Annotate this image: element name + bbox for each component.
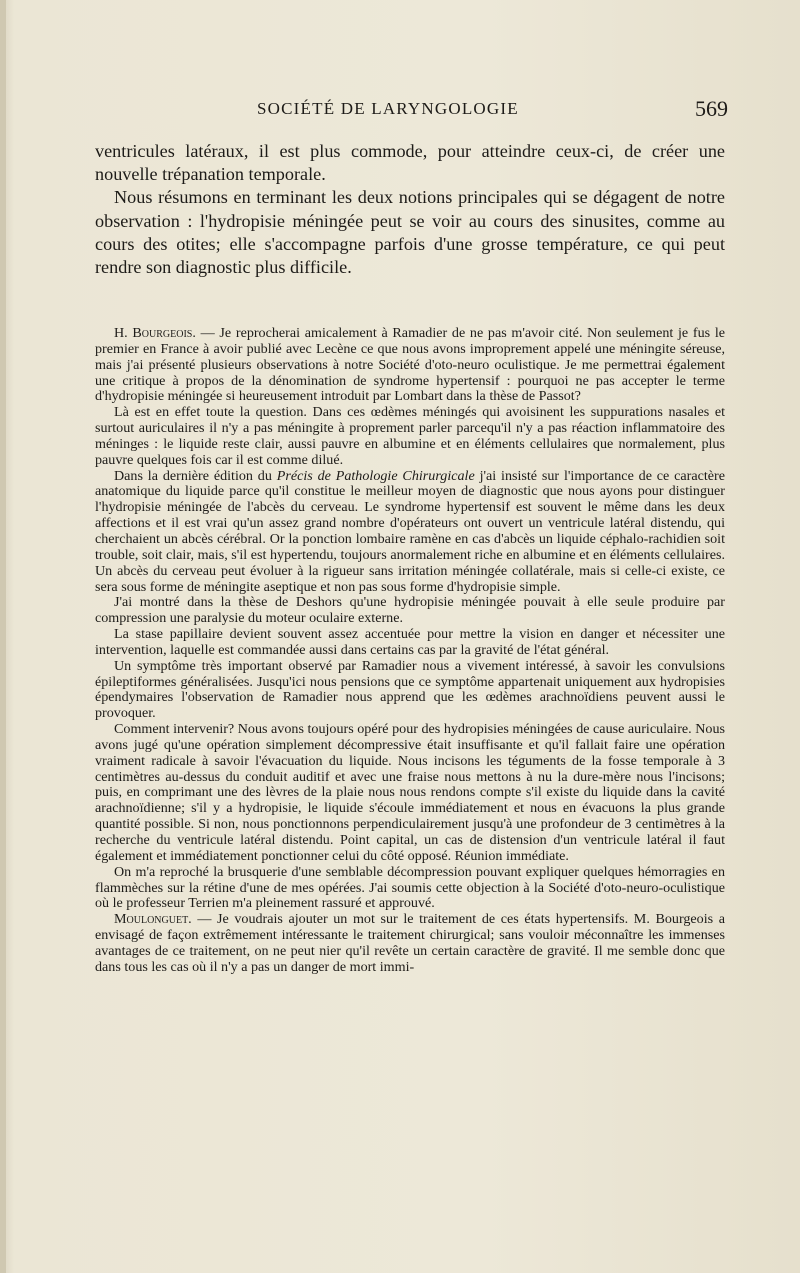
running-title: SOCIÉTÉ DE LARYNGOLOGIE: [257, 99, 519, 118]
book-title: Précis de Pathologie Chirurgicale: [276, 467, 475, 484]
paragraph-text: Dans la dernière édition du: [114, 467, 277, 484]
discussion-paragraph: Là est en effet toute la question. Dans ces œdèmes méningés qui avoisinent les suppurations nasales et surtout auriculaires il n'y a pas méningite à proprement parler parcequ'il n'y a pas réaction inflammatoire des méninges : le liquide reste clair, aussi pauvre en albumine et en éléments cellulaires que normalement, plus pauvre quelques fois car il est comme dilué.: [95, 404, 725, 468]
discussion-paragraph: Un symptôme très important observé par Ramadier nous a vivement intéressé, à savoir les convulsions épileptiformes généralisées. Jusqu'ici nous pensions que ce symptôme appartenait uniquement aux hydropisies épendymaires l'observation de Ramadier nous apprend que les œdèmes arachnoïdiens peuvent aussi le provoquer.: [95, 657, 725, 722]
paragraph: Nous résumons en terminant les deux notions principales qui se dégagent de notre observation : l'hydropisie méningée peut se voir au cours des sinusites, comme au cours des otites; elle s'accompagne parfois d'une grosse température, ce qui peut rendre son diagnostic plus difficile.: [95, 187, 725, 278]
page-binding-edge: [0, 0, 6, 1273]
discussion-paragraph: J'ai montré dans la thèse de Deshors qu'une hydropisie méningée pouvait à elle seule produire par compression une paralysie du moteur oculaire externe.: [95, 594, 725, 627]
speaker-name: Moulonguet.: [114, 911, 192, 928]
discussion-paragraph: [95, 469, 725, 596]
paragraph-text: — Je voudrais ajouter un mot sur le traitement de ces états hypertensifs. M. Bourgeois a envisagé de façon extrêmement intéressante le traitement chirurgical; sans vouloir méconnaître les immenses avantages de ce traitement, on ne peut nier qu'il revête un certain caractère de gravité. Il me semble donc que dans tous les cas où il n'y a pas un danger de mort immi-: [95, 911, 725, 975]
discussion-section: [95, 312, 725, 976]
article-conclusion: [95, 140, 725, 279]
discussion-paragraph: [95, 912, 725, 975]
paragraph-text: — Je reprocherai amicalement à Ramadier de ne pas m'avoir cité. Non seulement je fus le premier en France à avoir publié avec Lecène ce que nous avons improprement appelé une méningite séreuse, mais j'ai présenté plusieurs observations à notre Société d'oto-neuro oculistique. Je me permettrai également une critique à propos de la dénomination de syndrome hypertensif : pourquoi ne pas accepter le terme d'hydropisie méningée si heureusement introduit par Lombart dans la thèse de Passot?: [95, 325, 725, 405]
speaker-name: H. Bourgeois.: [114, 325, 196, 341]
page-header: [95, 96, 728, 128]
paragraph-text: j'ai insisté sur l'importance de ce caractère anatomique du liquide parce qu'il constitue le meilleur moyen de diagnostic que nous ayons pour distinguer l'hydropisie méningée de l'abcès du cerveau. Le syndrome hypertensif est souvent le même dans les deux affections et il est vrai qu'un assez grand nombre d'opérateurs ont ouvert un ventricule latéral distendu, qui cherchaient un abcès cérébral. Or la ponction lombaire ramène en cas d'abcès un liquide céphalo-rachidien soit trouble, soit clair, mais, s'il est hypertendu, toujours anormalement riche en albumine et en éléments cellulaires. Un abcès du cerveau peut évoluer à la rigueur sans irritation méningée collatérale, mais si celle-ci existe, ce sera sous forme de méningite aseptique et non pas sous forme d'hydropisie simple.: [95, 467, 725, 595]
discussion-paragraph: [95, 326, 725, 405]
discussion-paragraph: On m'a reproché la brusquerie d'une semblable décompression pouvant expliquer quelques hémorragies en flammèches sur la rétine d'une de mes opérées. J'ai soumis cette objection à la Société d'oto-neuro-oculistique où le professeur Terrien m'a pleinement rassuré et approuvé.: [95, 863, 725, 912]
paragraph: ventricules latéraux, il est plus commode, pour atteindre ceux-ci, de créer une nouvelle trépanation temporale.: [95, 141, 725, 185]
page-number: 569: [695, 96, 728, 121]
discussion-paragraph: Comment intervenir? Nous avons toujours opéré pour des hydropisies méningées de cause auriculaire. Nous avons jugé qu'une opération simplement décompressive était insuffisante et qu'il fallait faire une opération vraiment radicale à savoir l'évacuation du liquide. Nous incisons les téguments de la fosse temporale à 3 centimètres au-dessus du conduit auditif et avec une fraise nous mettons à nu la dure-mère nous l'incisons; puis, en comprimant une des lèvres de la plaie nous nous rendons compte s'il existe du liquide dans la cavité arachnoïdienne; s'il y a hydropisie, le liquide s'écoule immédiatement et nous en évacuons la plus grande quantité possible. Si non, nous ponctionnons perpendiculairement jusqu'à une profondeur de 3 centimètres à la recherche du ventricule latéral distendu. Point capital, un cas de distension d'un ventricule latéral il faut également et immédiatement ponctionner celui du côté opposé. Réunion immédiate.: [95, 721, 725, 864]
discussion-paragraph: La stase papillaire devient souvent assez accentuée pour mettre la vision en danger et nécessiter une intervention, laquelle est commandée aussi dans certains cas par la gravité de l'état général.: [95, 626, 725, 658]
